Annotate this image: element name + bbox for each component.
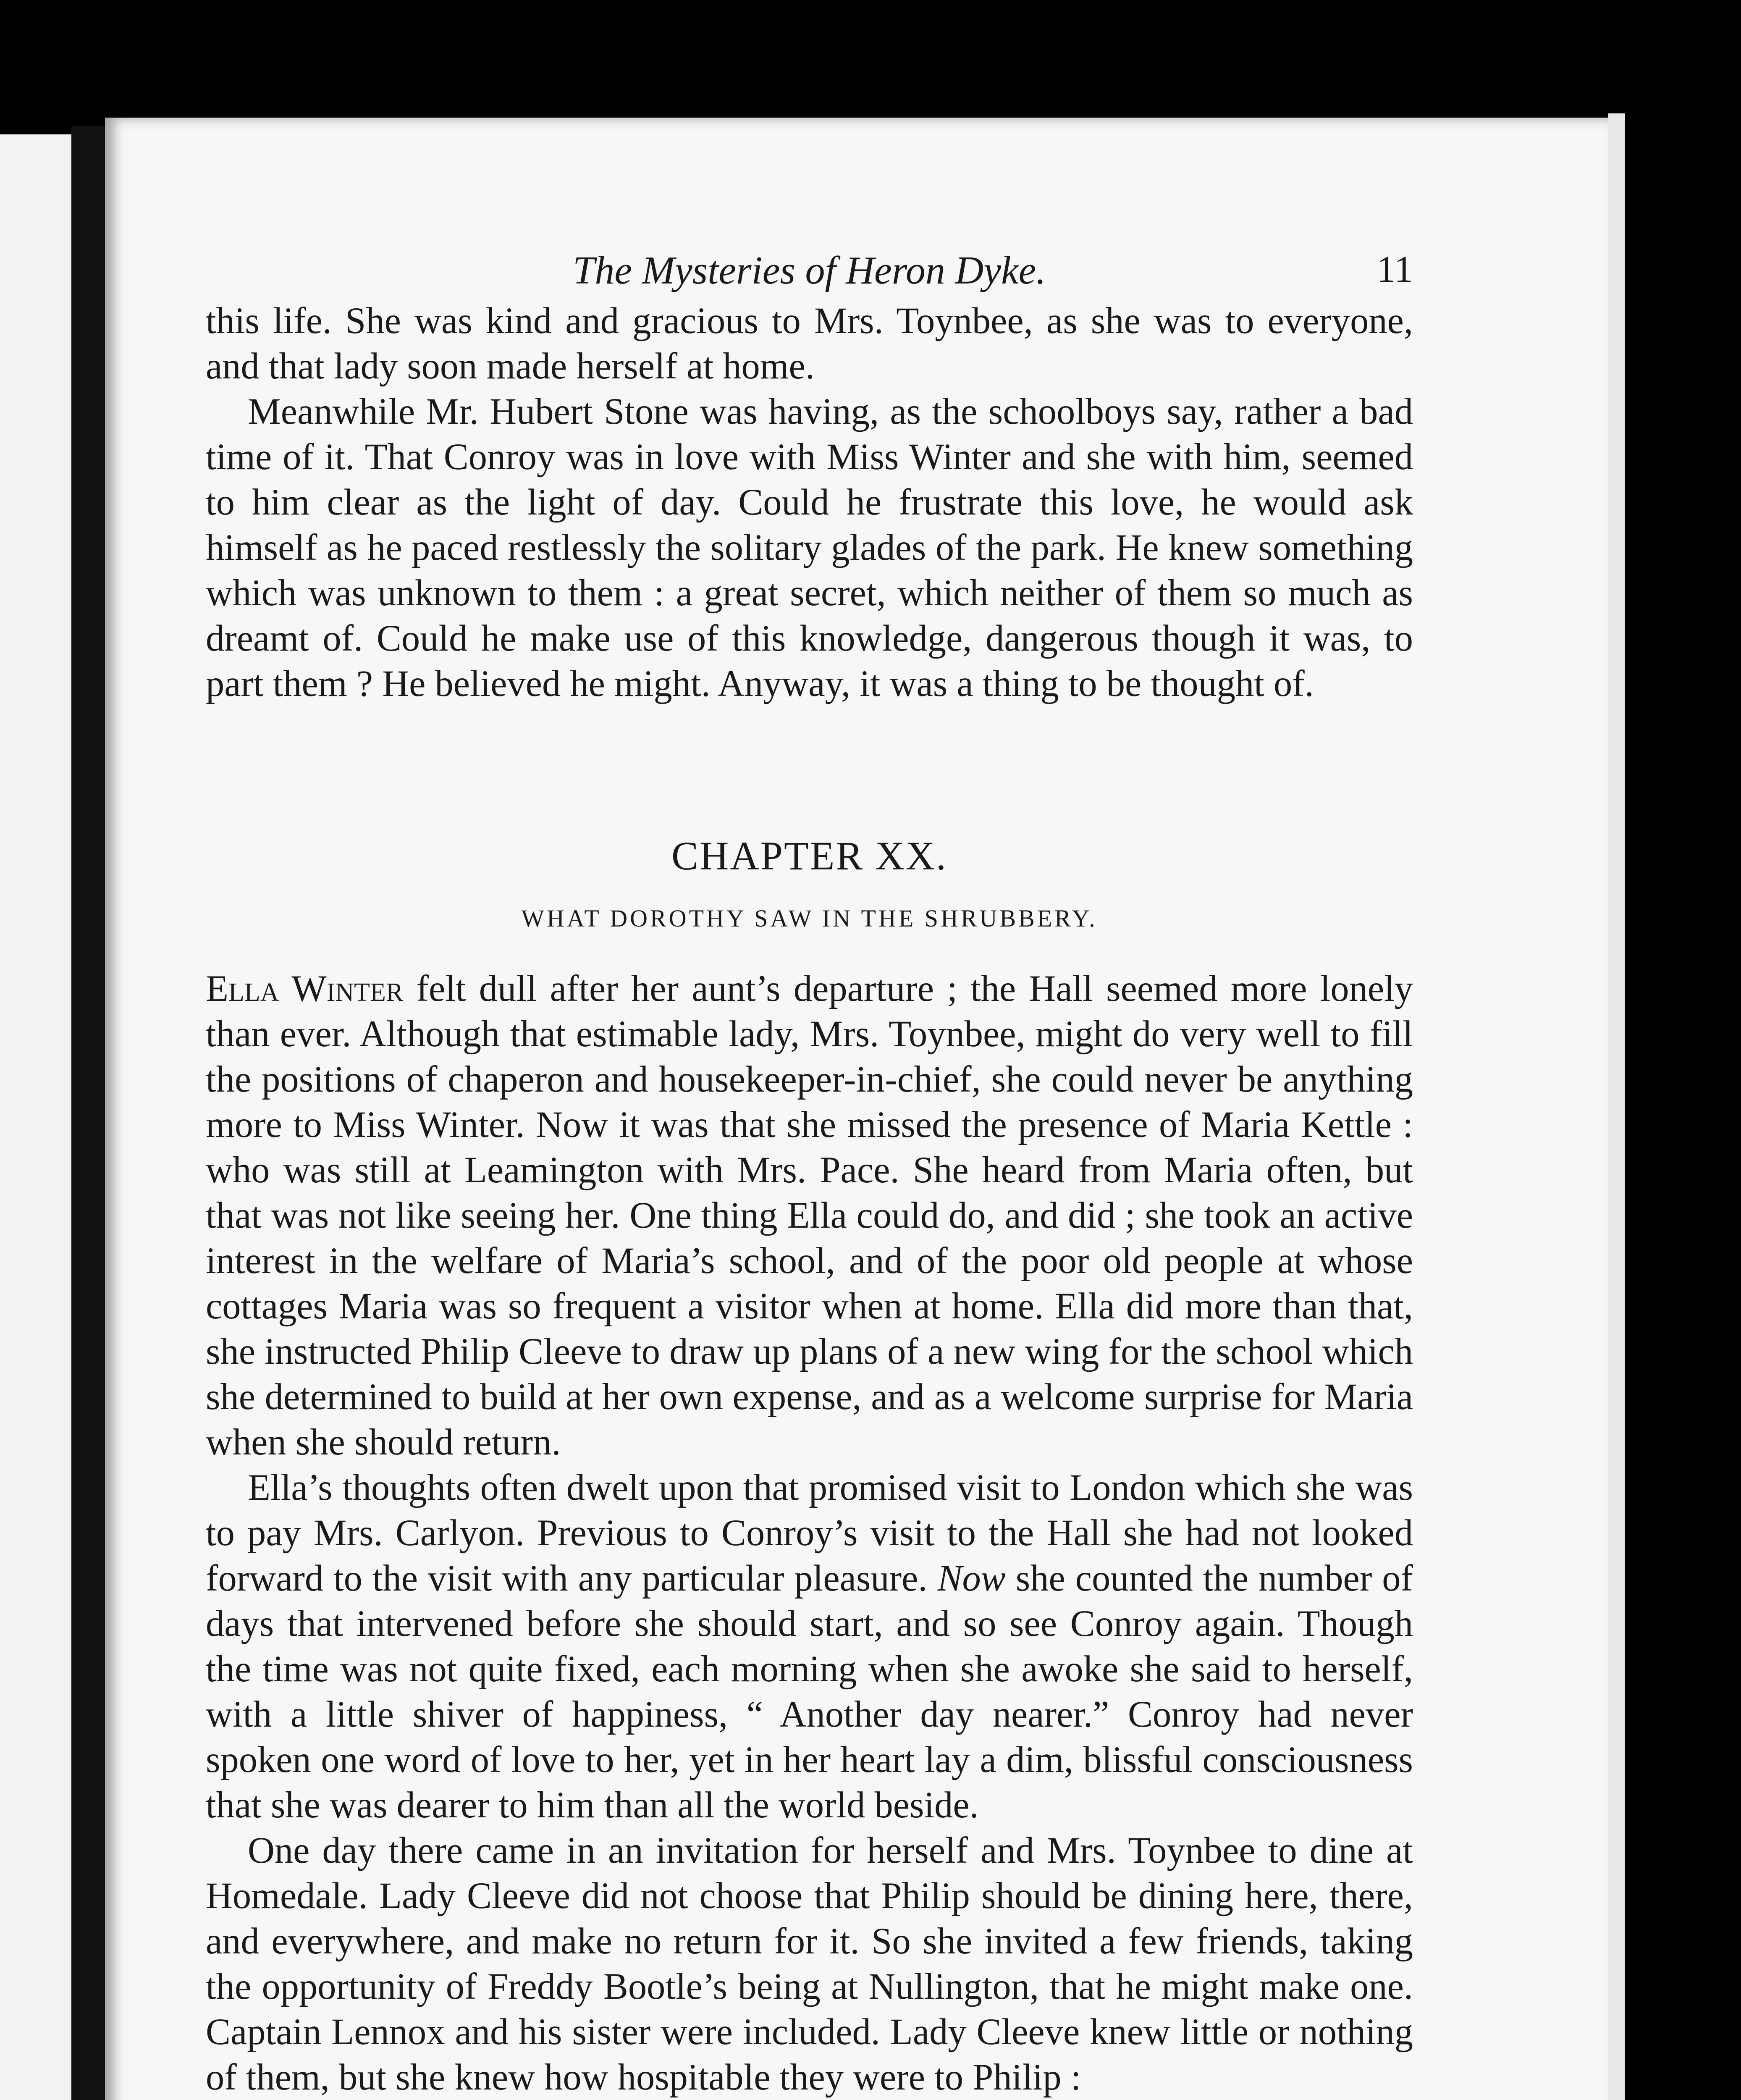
paragraph-text-before: Ella’s thoughts often dwelt upon that promised visit to London which she was to pay Mrs. Carlyon. Previous to Conroy’s visit to the Hall she had not looked forward to the visit with any particular pleasure.: [206, 1467, 1413, 1599]
paragraph-ellas-thoughts: [206, 1465, 1413, 1828]
paragraph-ella-winter: [206, 966, 1413, 1465]
emphasis-now: Now: [937, 1558, 1006, 1599]
paragraph-continued: this life. She was kind and gracious to Mrs. Toynbee, as she was to everyone, and that lady soon made herself at home.: [206, 300, 1413, 387]
paragraph-invitation: One day there came in an invitation for herself and Mrs. Toynbee to dine at Homedale. Lady Cleeve did not choose that Philip should be dining here, there, and everywhere, and make no return for it. So she invited a few friends, taking the opportunity of Freddy Bootle’s being at Nullington, that he might make one. Captain Lennox and his sister were included. Lady Cleeve knew little or nothing of them, but she knew how hospitable they were to Philip :: [206, 1830, 1413, 2098]
page-right-edge: [1608, 113, 1625, 2100]
paragraph-lead-words: Ella Winter: [206, 968, 404, 1009]
book-page: [105, 118, 1608, 2100]
paragraph-hubert-stone: Meanwhile Mr. Hubert Stone was having, as the schoolboys say, rather a bad time of it. That Conroy was in love with Miss Winter and she with him, seemed to him clear as the light of day. Could he frustrate this love, he would ask himself as he paced restlessly the solitary glades of the park. He knew something which was unknown to them : a great secret, which neither of them so much as dreamt of. Could he make use of this knowledge, dangerous though it was, to part them ? He believed he might. Anyway, it was a thing to be thought of.: [206, 391, 1413, 704]
book-gutter: [71, 126, 109, 2100]
chapter-subtitle: WHAT DOROTHY SAW IN THE SHRUBBERY.: [521, 905, 1098, 932]
paragraph-text-after: she counted the number of days that intervened before she should start, and so see Conroy again. Though the time was not quite fixed, each morning when she awoke she said to herself, with a little shiver of happiness, “ Another day nearer.” Conroy had never spoken one word of love to her, yet in her heart lay a dim, blissful consciousness that she was dearer to him than all the world beside.: [206, 1558, 1413, 1826]
facing-page-edge: [0, 134, 71, 2100]
paragraph-text: felt dull after her aunt’s departure ; the Hall seemed more lonely than ever. Although that estimable lady, Mrs. Toynbee, might do very well to fill the positions of chaperon and housekeeper-in-chief, she could never be anything more to Miss Winter. Now it was that she missed the presence of Maria Kettle : who was still at Leamington with Mrs. Pace. She heard from Maria often, but that was not like seeing her. One thing Ella could do, and did ; she took an active interest in the welfare of Maria’s school, and of the poor old people at whose cottages Maria was so frequent a visitor when at home. Ella did more than that, she instructed Philip Cleeve to draw up plans of a new wing for the school which she determined to build at her own expense, and as a welcome surprise for Maria when she should return.: [206, 968, 1413, 1463]
page-number: 11: [1377, 249, 1413, 290]
running-title: The Mysteries of Heron Dyke.: [573, 249, 1046, 292]
running-head: [206, 244, 1413, 298]
page-text-block: [206, 244, 1413, 2100]
chapter-heading: CHAPTER XX.: [671, 833, 948, 878]
